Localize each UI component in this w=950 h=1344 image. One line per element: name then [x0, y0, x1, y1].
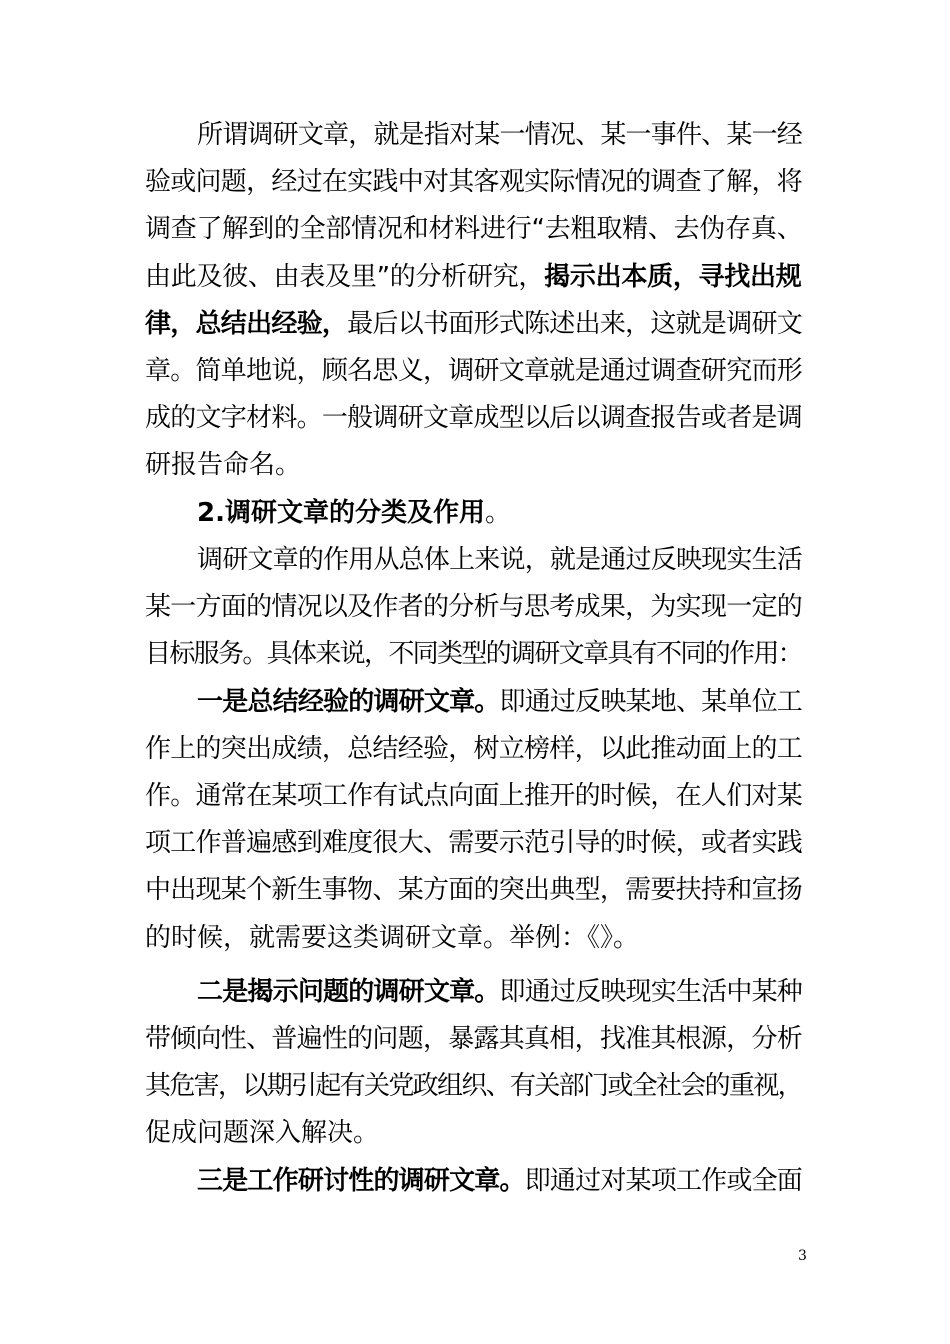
- text-line: [145, 401, 802, 435]
- text-run: 项工作普遍感到难度很大、需要示范引导的时候，或者实践: [145, 828, 803, 858]
- bold-text-run: 2.调研文章的分类及作用: [197, 498, 485, 528]
- section-heading: [197, 496, 511, 530]
- text-run: 调查了解到的全部情况和材料进行“去粗取精、去伪存真、: [145, 214, 803, 244]
- text-run: 研报告命名。: [145, 450, 302, 480]
- text-line: [145, 1116, 379, 1150]
- text-line: [145, 590, 802, 624]
- text-run: 目标服务。具体来说，不同类型的调研文章具有不同的作用：: [145, 639, 803, 669]
- text-line: [145, 873, 802, 907]
- bold-text-run: 一是总结经验的调研文章。: [197, 687, 500, 717]
- text-line: [145, 826, 802, 860]
- text-line: [145, 448, 301, 482]
- text-line: [145, 732, 802, 766]
- text-run: 成的文字材料。一般调研文章成型以后以调查报告或者是调: [145, 403, 803, 433]
- text-line: [145, 212, 802, 246]
- text-run: 。: [484, 498, 511, 528]
- text-line: [145, 1022, 802, 1056]
- text-line: [145, 921, 639, 955]
- text-line: [197, 685, 802, 719]
- text-run: 作上的突出成绩，总结经验，树立榜样，以此推动面上的工: [145, 734, 803, 764]
- text-run: 即通过反映某地、某单位工: [499, 687, 803, 717]
- text-run: 促成问题深入解决。: [145, 1118, 380, 1148]
- bold-text-run: 揭示出本质，寻找出规: [544, 262, 802, 292]
- text-run: 最后以书面形式陈述出来，这就是调研文: [347, 309, 803, 339]
- text-run: 某一方面的情况以及作者的分析与思考成果，为实现一定的: [145, 592, 803, 622]
- text-line: [197, 1164, 802, 1198]
- bold-text-run: 三是工作研讨性的调研文章。: [197, 1166, 525, 1196]
- text-line: [145, 307, 802, 341]
- text-line: [145, 1069, 802, 1103]
- text-run: 即通过对某项工作或全面: [524, 1166, 803, 1196]
- page-number: 3: [798, 1248, 807, 1264]
- bold-text-run: 律，总结出经验，: [145, 309, 348, 339]
- bold-text-run: 二是揭示问题的调研文章。: [197, 977, 500, 1007]
- text-run: 其危害，以期引起有关党政组织、有关部门或全社会的重视，: [145, 1071, 803, 1101]
- text-line: [197, 543, 802, 577]
- text-line: [197, 118, 802, 152]
- text-run: 由此及彼、由表及里”的分析研究，: [145, 262, 545, 292]
- text-line: [197, 975, 802, 1009]
- text-line: [145, 637, 802, 671]
- text-line: [145, 354, 802, 388]
- text-run: 所谓调研文章，就是指对某一情况、某一事件、某一经: [197, 120, 803, 150]
- text-line: [145, 779, 802, 813]
- text-line: [145, 165, 802, 199]
- text-line: [145, 260, 801, 294]
- text-run: 带倾向性、普遍性的问题，暴露其真相，找准其根源，分析: [145, 1024, 803, 1054]
- text-run: 中出现某个新生事物、某方面的突出典型，需要扶持和宣扬: [145, 875, 803, 905]
- text-run: 调研文章的作用从总体上来说，就是通过反映现实生活: [197, 545, 803, 575]
- text-run: 的时候，就需要这类调研文章。举例：《》。: [145, 923, 640, 953]
- text-run: 作。通常在某项工作有试点向面上推开的时候，在人们对某: [145, 781, 803, 811]
- text-run: 验或问题，经过在实践中对其客观实际情况的调查了解，将: [145, 167, 803, 197]
- text-run: 即通过反映现实生活中某种: [499, 977, 803, 1007]
- text-run: 章。简单地说，顾名思义，调研文章就是通过调查研究而形: [145, 356, 803, 386]
